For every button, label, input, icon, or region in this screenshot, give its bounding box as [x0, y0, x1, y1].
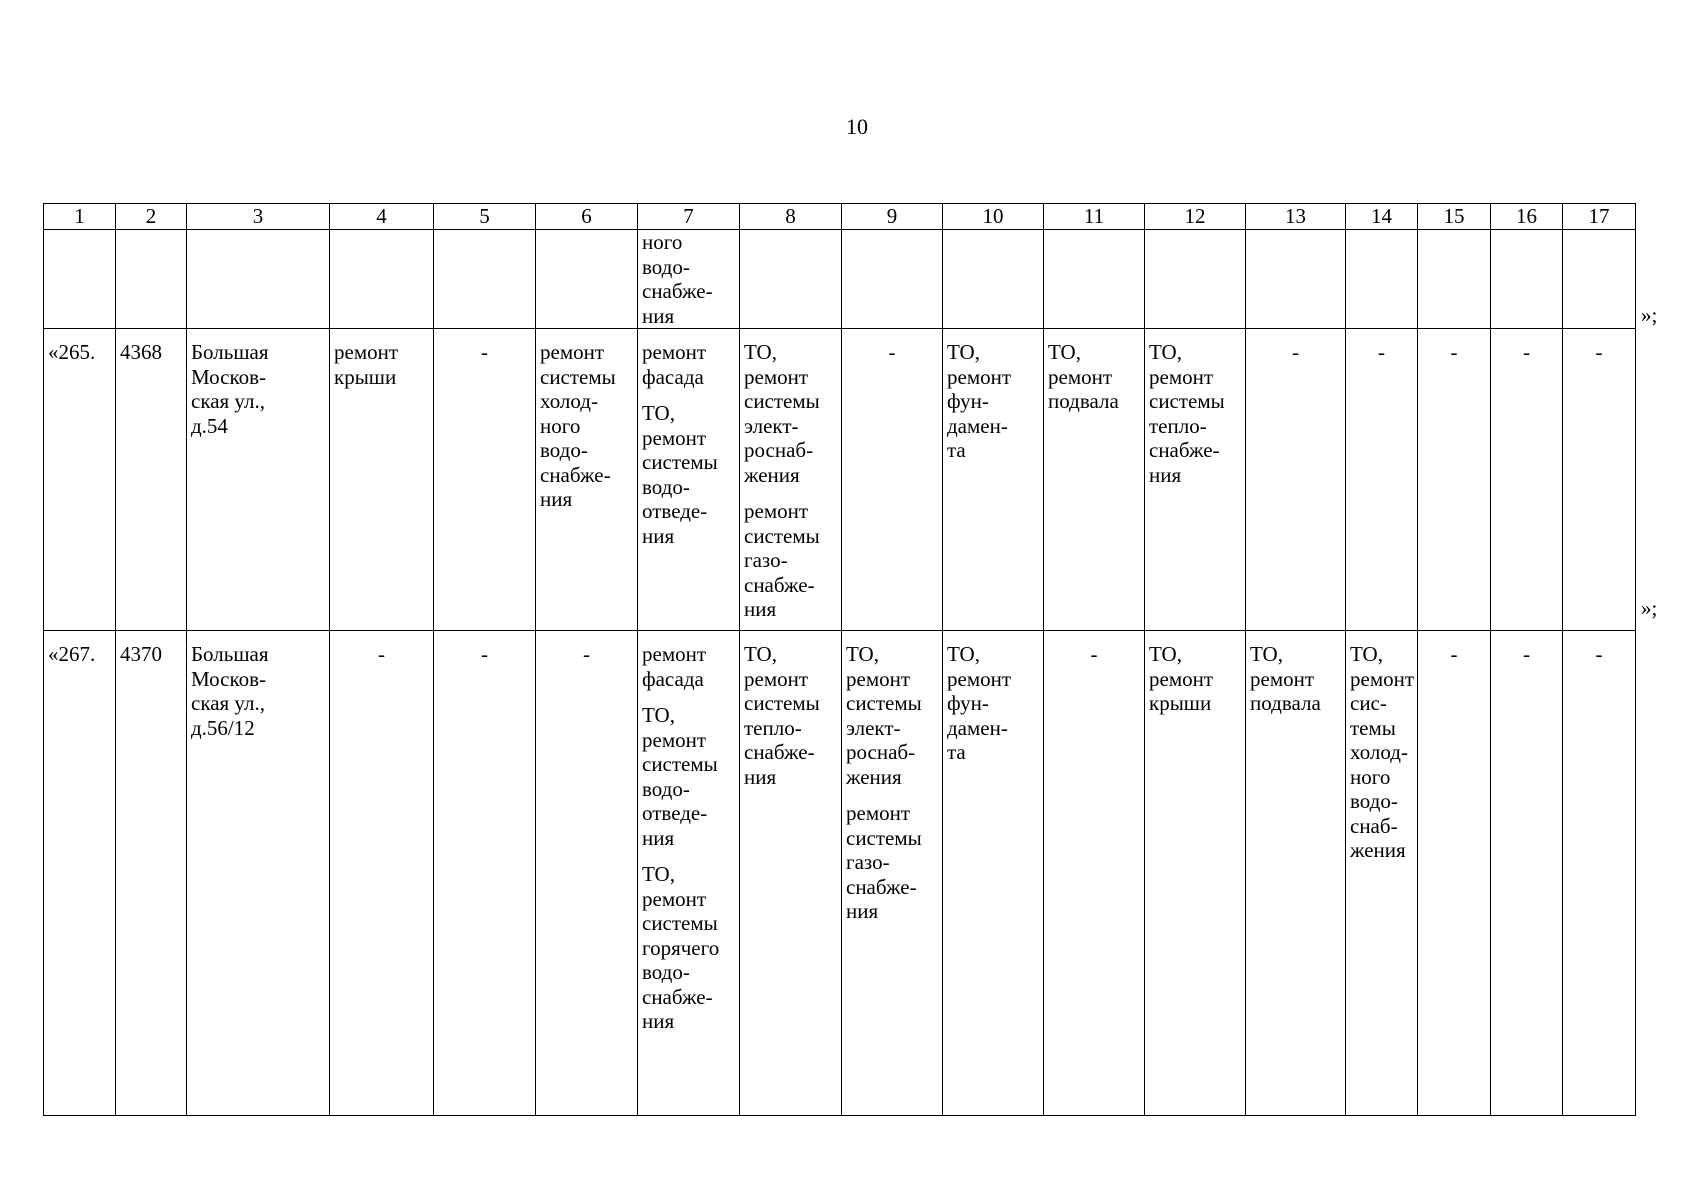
- table-cell: [943, 329, 1044, 631]
- dash-cell: -: [330, 631, 434, 1116]
- column-number: 7: [638, 204, 740, 230]
- cell-text: ТО, ремонт системы горячего водо- снабже- ния: [642, 862, 720, 1033]
- table-cell: [1246, 631, 1346, 1116]
- table-cell: [1491, 230, 1563, 329]
- cell-text: ТО, ремонт подвала: [1250, 642, 1321, 715]
- dash-cell: -: [434, 631, 536, 1116]
- table-cell: [740, 631, 842, 1116]
- dash-cell: -: [434, 329, 536, 631]
- table-cell: [1044, 329, 1145, 631]
- cell-text: Большая Москов- ская ул., д.56/12: [191, 642, 269, 740]
- cell-text: ТО, ремонт сис- темы холод- ного водо- снаб- жения: [1350, 642, 1415, 862]
- table-cell: [943, 631, 1044, 1116]
- table-cell: [330, 329, 434, 631]
- building-code: 4370: [116, 631, 187, 1116]
- table-cell: [1044, 230, 1145, 329]
- page-number: 10: [846, 114, 868, 139]
- closing-quote-mark: »;: [1641, 303, 1658, 327]
- cell-text: ТО, ремонт фун- дамен- та: [947, 340, 1012, 462]
- dash-cell: -: [842, 329, 943, 631]
- table-cell: [536, 230, 638, 329]
- column-number: 12: [1145, 204, 1246, 230]
- cell-text: ТО, ремонт системы элект- роснаб- жения: [846, 642, 922, 789]
- cell-text: ТО, ремонт системы водо- отведе- ния: [642, 401, 718, 548]
- column-number: 6: [536, 204, 638, 230]
- column-number: 3: [187, 204, 330, 230]
- table-cell: [740, 230, 842, 329]
- continuation-row: [44, 230, 1636, 329]
- dash-cell: -: [1044, 631, 1145, 1116]
- cell-text: ТО, ремонт системы тепло- снабже- ния: [1149, 340, 1225, 487]
- column-number: 2: [116, 204, 187, 230]
- dash-cell: -: [1418, 329, 1491, 631]
- column-number: 4: [330, 204, 434, 230]
- dash-cell: -: [1491, 631, 1563, 1116]
- table-cell: [330, 230, 434, 329]
- dash-cell: -: [1563, 631, 1636, 1116]
- table-cell: [638, 631, 740, 1116]
- cell-text: ремонт системы холод- ного водо- снабже- ния: [540, 340, 616, 511]
- cell-text: ремонт фасада: [642, 340, 707, 389]
- table-cell: [638, 329, 740, 631]
- address-cell: [187, 631, 330, 1116]
- table-cell: [842, 631, 943, 1116]
- cell-text: ремонт фасада: [642, 642, 707, 691]
- table-cell: [943, 230, 1044, 329]
- column-number: 16: [1491, 204, 1563, 230]
- column-number: 17: [1563, 204, 1636, 230]
- table-row: [44, 329, 1636, 631]
- table-cell: [44, 230, 116, 329]
- table-cell: [842, 230, 943, 329]
- table-cell: [1563, 230, 1636, 329]
- column-number: 13: [1246, 204, 1346, 230]
- address-cell: [187, 329, 330, 631]
- dash-cell: -: [1563, 329, 1636, 631]
- cell-text: ремонт системы газо- снабже- ния: [744, 499, 820, 621]
- column-number: 1: [44, 204, 116, 230]
- table-cell: [1145, 631, 1246, 1116]
- cell-text: ТО, ремонт крыши: [1149, 642, 1214, 715]
- table-cell: [1246, 230, 1346, 329]
- cell-text: ТО, ремонт подвала: [1048, 340, 1119, 413]
- dash-cell: -: [1418, 631, 1491, 1116]
- dash-cell: -: [1246, 329, 1346, 631]
- cell-text: ТО, ремонт системы тепло- снабже- ния: [744, 642, 820, 789]
- building-code: 4368: [116, 329, 187, 631]
- table-cell: [536, 329, 638, 631]
- dash-cell: -: [536, 631, 638, 1116]
- table-cell: [1145, 329, 1246, 631]
- column-number: 11: [1044, 204, 1145, 230]
- column-number: 14: [1346, 204, 1418, 230]
- dash-cell: -: [1346, 329, 1418, 631]
- table-cell: [740, 329, 842, 631]
- cell-text: ТО, ремонт системы элект- роснаб- жения: [744, 340, 820, 487]
- table-row: [44, 631, 1636, 1116]
- column-number: 9: [842, 204, 943, 230]
- table-cell: [116, 230, 187, 329]
- row-number: «267.: [44, 631, 116, 1116]
- cell-text: Большая Москов- ская ул., д.54: [191, 340, 269, 438]
- row-number: «265.: [44, 329, 116, 631]
- column-number: 15: [1418, 204, 1491, 230]
- table-cell: [434, 230, 536, 329]
- table-cell: [1145, 230, 1246, 329]
- column-number: 8: [740, 204, 842, 230]
- cell-text: ТО, ремонт системы водо- отведе- ния: [642, 703, 718, 850]
- cell-text: ремонт крыши: [334, 340, 399, 389]
- cell-text: ного водо- снабже- ния: [642, 230, 713, 328]
- cell-text: ТО, ремонт фун- дамен- та: [947, 642, 1012, 764]
- cell-text: ремонт системы газо- снабже- ния: [846, 801, 922, 923]
- table-cell: [1346, 631, 1418, 1116]
- closing-quote-mark: »;: [1641, 596, 1658, 620]
- column-number: 5: [434, 204, 536, 230]
- table-cell: [638, 230, 740, 329]
- table-cell: [1346, 230, 1418, 329]
- dash-cell: -: [1491, 329, 1563, 631]
- column-number: 10: [943, 204, 1044, 230]
- table-cell: [1418, 230, 1491, 329]
- column-number-row: [44, 204, 1636, 230]
- repair-schedule-table: [43, 203, 1636, 1116]
- table-cell: [187, 230, 330, 329]
